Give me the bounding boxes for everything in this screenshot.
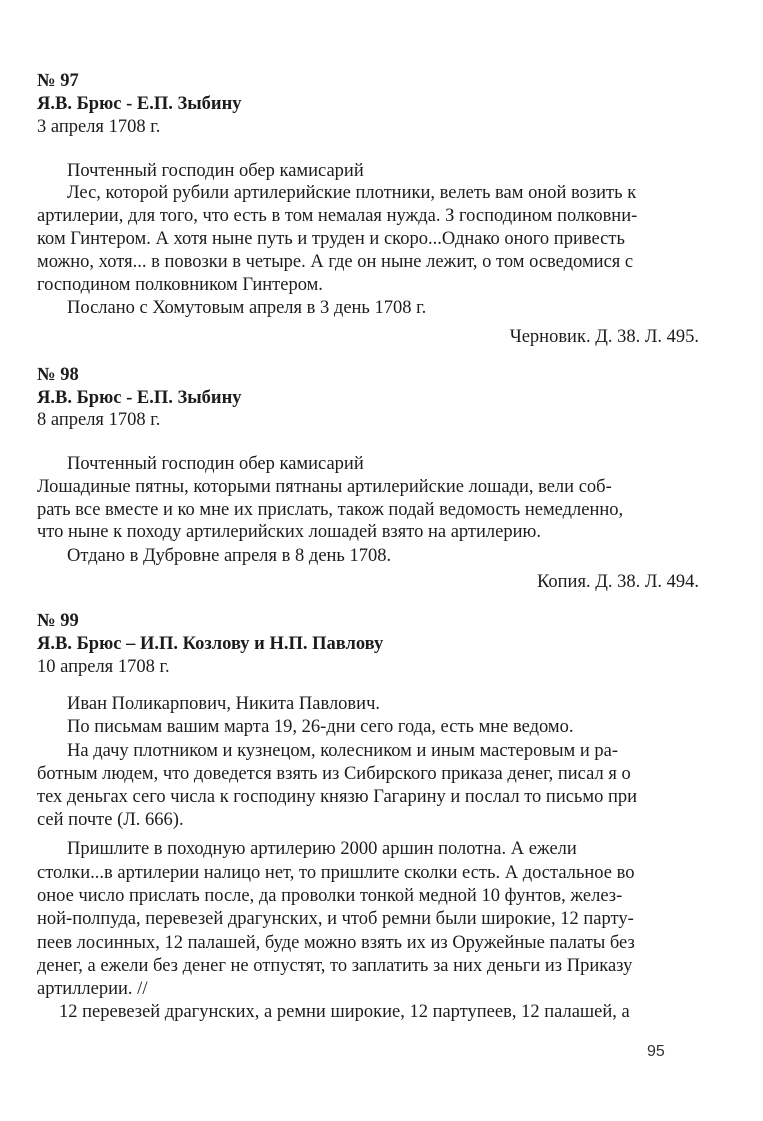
paragraph-line: Пришлите в походную артилерию 2000 аршин полотна. А ежели — [67, 839, 577, 859]
paragraph-line: ботным людем, что доведется взять из Сибирского приказа денег, писал я о — [37, 764, 631, 784]
paragraph-line: Почтенный господин обер камисарий — [67, 161, 364, 181]
paragraph-line: столки...в артилерии налицо нет, то пришлите сколки есть. А достальное во — [37, 863, 635, 883]
paragraph-line: пеев лосинных, 12 палашей, буде можно взять их из Оружейные палаты без — [37, 933, 635, 953]
letter-header: Я.В. Брюс - Е.П. Зыбину — [37, 94, 242, 114]
paragraph-line: тех деньгах сего числа к господину князю Гагарину и послал то письмо при — [37, 787, 637, 807]
paragraph-line: Иван Поликарпович, Никита Павлович. — [67, 694, 381, 714]
paragraph-line: что ныне к походу артилерийских лошадей взято на артилерию. — [37, 522, 541, 542]
letter-number: № 97 — [37, 71, 79, 91]
paragraph-line: Лес, которой рубили артилерийские плотники, велеть вам оной возить к — [67, 183, 637, 203]
letter-number: № 98 — [37, 365, 79, 385]
letter-date: 8 апреля 1708 г. — [37, 410, 161, 430]
paragraph-line: оное число прислать после, да проволки тонкой медной 10 фунтов, желез- — [37, 886, 623, 906]
paragraph-line: На дачу плотником и кузнецом, колесником и иным мастеровым и ра- — [67, 741, 619, 761]
paragraph-line: Почтенный господин обер камисарий — [67, 454, 364, 474]
letter-date: 10 апреля 1708 г. — [37, 657, 170, 677]
paragraph-line: По письмам вашим марта 19, 26-дни сего года, есть мне ведомо. — [67, 717, 574, 737]
paragraph-line: артилерии, для того, что есть в том немалая нужда. З господином полковни- — [37, 206, 638, 226]
archive-source: Копия. Д. 38. Л. 494. — [536, 572, 699, 592]
letter-number: № 99 — [37, 611, 79, 631]
paragraph-line: Лошадиные пятны, которыми пятнаны артилерийские лошади, вели соб- — [37, 477, 612, 497]
paragraph-line: рать все вместе и ко мне их прислать, також подай ведомость немедленно, — [37, 500, 624, 520]
paragraph-line: господином полковником Гинтером. — [37, 275, 323, 295]
paragraph-line: ком Гинтером. А хотя ныне путь и труден и скоро...Однако оного привесть — [37, 229, 625, 249]
paragraph-line: Послано с Хомутовым апреля в 3 день 1708 г. — [67, 298, 427, 318]
paragraph-line: сей почте (Л. 666). — [37, 810, 184, 830]
paragraph-line: ной-полпуда, перевезей драгунских, и чтоб ремни были широкие, 12 парту- — [37, 909, 634, 929]
letter-header: Я.В. Брюс – И.П. Козлову и Н.П. Павлову — [37, 634, 384, 654]
paragraph-line: денег, а ежели без денег не отпустят, то заплатить за них деньги из Приказу — [37, 956, 633, 976]
paragraph-line: Отдано в Дубровне апреля в 8 день 1708. — [67, 546, 392, 566]
letter-date: 3 апреля 1708 г. — [37, 117, 161, 137]
archive-source: Черновик. Д. 38. Л. 495. — [509, 327, 699, 347]
letter-header: Я.В. Брюс - Е.П. Зыбину — [37, 388, 242, 408]
paragraph-line: можно, хотя... в повозки в четыре. А где он ныне лежит, о том осведомися с — [37, 252, 634, 272]
page-number: 95 — [647, 1043, 665, 1060]
paragraph-line: 12 перевезей драгунских, а ремни широкие, 12 партупеев, 12 палашей, а — [59, 1002, 630, 1022]
paragraph-line: артиллерии. // — [37, 979, 148, 999]
